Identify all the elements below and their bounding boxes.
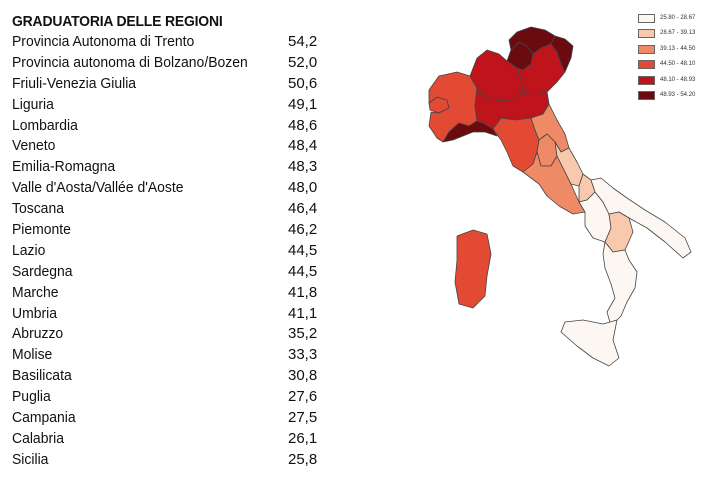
ranking-row [12,429,317,450]
ranking-row [12,157,317,178]
ranking-list [12,32,317,471]
region-name: Campania [12,409,76,427]
region-name: Provincia Autonoma di Trento [12,33,195,50]
region-value: 26,1 [288,429,318,447]
region-toscana [493,118,539,172]
region-value: 48,4 [288,137,318,155]
region-value: 41,1 [288,304,318,322]
region-name: Marche [12,283,59,301]
legend-item [638,89,718,104]
ranking-row [12,387,317,408]
region-value: 25,8 [288,450,318,468]
legend-swatch [638,29,655,38]
region-value: 33,3 [288,346,318,364]
region-basilicata [605,212,633,252]
region-name: Umbria [12,304,57,322]
ranking-row [12,53,317,74]
ranking-row [12,95,317,116]
ranking-row [12,408,317,429]
legend-swatch [638,91,655,100]
ranking-row [12,178,317,199]
ranking-row [12,345,317,366]
legend-label: 25.80 - 28.67 [660,15,696,21]
region-sicilia [561,320,619,366]
ranking-row [12,450,317,471]
region-value: 46,4 [288,200,318,218]
legend-swatch [638,60,655,69]
region-name: Piemonte [12,221,71,239]
region-value: 46,2 [288,221,318,239]
ranking-row [12,241,317,262]
ranking-row [12,324,317,345]
region-name: Provincia autonoma di Bolzano/Bozen [12,53,248,71]
ranking-title: GRADUATORIA DELLE REGIONI [12,13,223,30]
region-value: 30,8 [288,367,318,385]
region-name: Sicilia [12,450,49,468]
ranking-row [12,283,317,304]
legend-item [638,43,718,58]
region-name: Friuli-Venezia Giulia [12,74,137,92]
region-sardegna [455,230,491,308]
legend-swatch [638,45,655,54]
legend-label: 28.67 - 39.13 [660,30,696,37]
region-value: 48,0 [288,179,318,197]
legend-item [638,58,718,73]
legend-label: 48.10 - 48.93 [660,76,696,83]
region-value: 35,2 [288,325,318,343]
legend-item [638,74,718,89]
region-name: Veneto [12,137,56,155]
region-value: 49,1 [288,95,318,113]
ranking-row [12,136,317,157]
region-value: 48,6 [288,116,318,134]
region-value: 54,2 [288,33,318,50]
region-name: Molise [12,346,53,364]
region-name: Sardegna [12,262,73,280]
region-name: Toscana [12,200,64,218]
region-name: Emilia-Romagna [12,158,116,176]
ranking-row [12,304,317,325]
legend-label: 39.13 - 44.50 [660,45,696,52]
ranking-row [12,74,317,95]
region-value: 27,5 [288,409,318,427]
region-name: Calabria [12,429,64,447]
legend-item [638,12,718,27]
region-name: Liguria [12,95,54,113]
legend-label: 48.93 - 54.20 [660,91,696,98]
ranking-row [12,220,317,241]
legend-item [638,27,718,42]
ranking-row [12,116,317,137]
legend-swatch [638,76,655,85]
region-value: 48,3 [288,158,318,176]
region-ranking [12,12,317,471]
region-value: 44,5 [288,262,318,280]
region-value: 52,0 [288,53,318,71]
region-value: 41,8 [288,283,318,301]
region-calabria [603,242,637,326]
map-legend [638,12,718,104]
region-name: Puglia [12,388,51,406]
region-name: Abruzzo [12,325,64,343]
region-value: 50,6 [288,74,318,92]
region-value: 44,5 [288,241,318,259]
legend-label: 44.50 - 48.10 [660,61,696,68]
ranking-row [12,199,317,220]
region-value: 27,6 [288,388,318,406]
ranking-row [12,366,317,387]
region-name: Lazio [12,241,46,259]
region-name: Valle d'Aosta/Vallée d'Aoste [12,179,184,197]
region-name: Basilicata [12,367,72,385]
region-name: Lombardia [12,116,78,134]
ranking-row [12,262,317,283]
ranking-row [12,32,317,53]
legend-swatch [638,14,655,23]
